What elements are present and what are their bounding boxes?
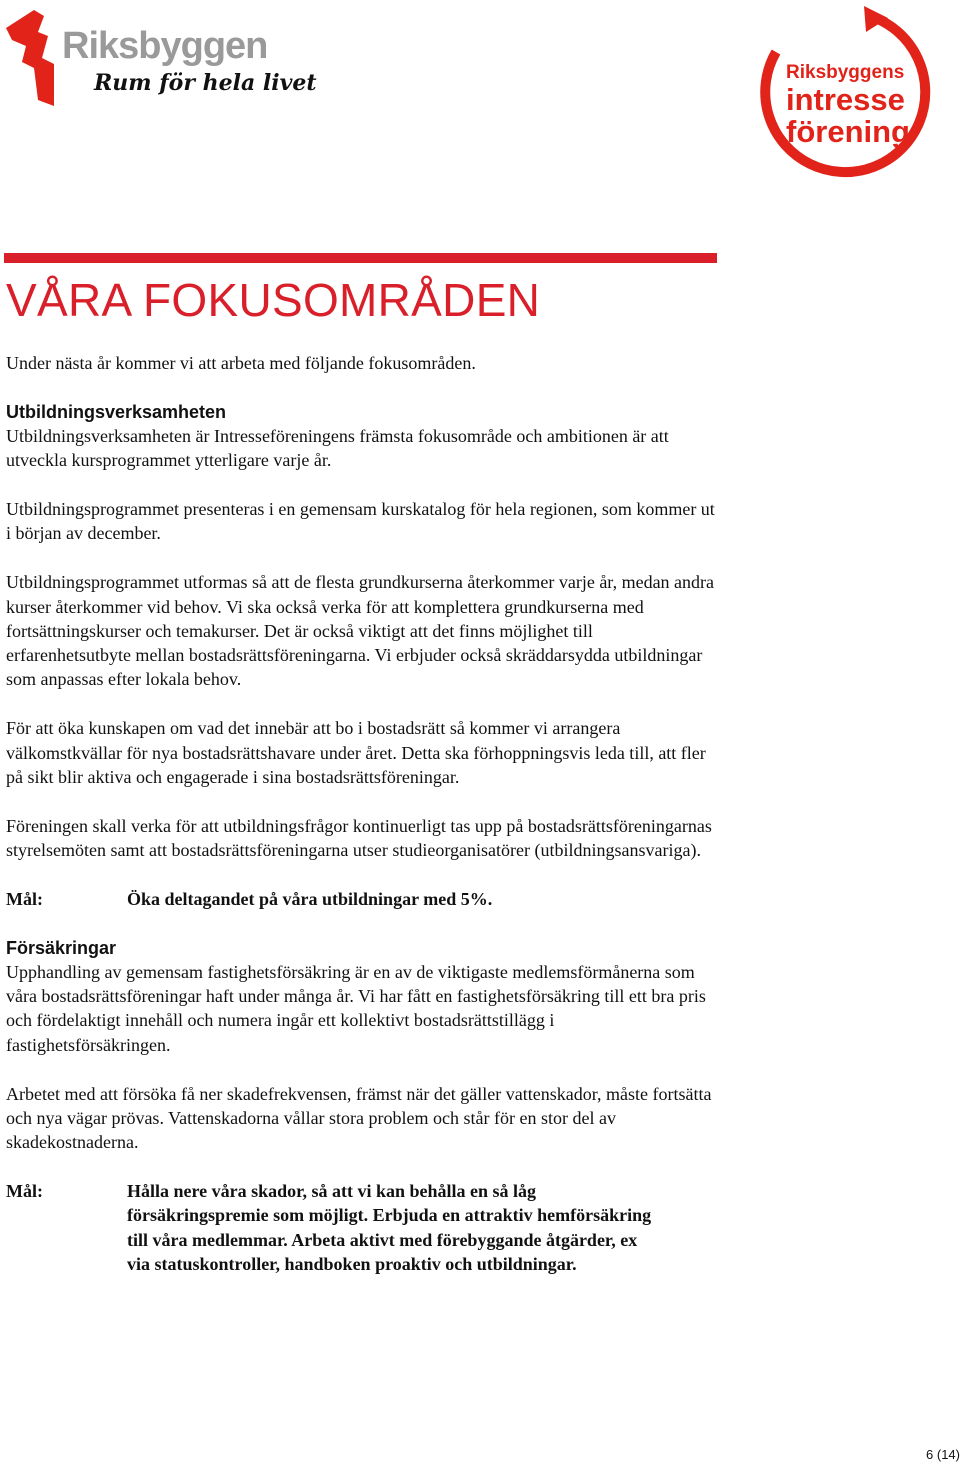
page-number: 6 (14) xyxy=(926,1447,960,1462)
paragraph: Utbildningsprogrammet presenteras i en gemensam kurskatalog för hela regionen, som kommer ut i början av december. xyxy=(6,499,715,544)
section-heading-utbildning: Utbildningsverksamheten xyxy=(6,401,227,422)
riksbyggen-tagline: Rum för hela livet xyxy=(94,70,317,96)
riksbyggen-logo xyxy=(4,6,317,110)
header-divider xyxy=(4,253,717,263)
page-title: VÅRA FOKUSOMRÅDEN xyxy=(6,274,541,326)
riksbyggen-wordmark: Riksbyggen xyxy=(62,25,268,67)
riksbyggen-flag-icon xyxy=(6,10,54,106)
svg-text:Riksbyggens: Riksbyggens xyxy=(786,62,905,83)
intresseforening-logo xyxy=(752,4,938,194)
goal-utbildning xyxy=(6,887,721,911)
section-heading-forsakringar: Försäkringar xyxy=(6,937,117,958)
main-content xyxy=(6,351,721,1301)
goal-text: Öka deltagandet på våra utbildningar med 5%. xyxy=(127,888,493,909)
goal-text: Hålla nere våra skador, så att vi kan behålla en så låg försäkringspremie som möjligt. Erbjuda en attraktiv hemförsäkring till våra medlemmar. Arbeta aktivt med förebyggande åtgärder, ex via statuskontroller, handboken proaktiv och utbildningar. xyxy=(127,1180,652,1274)
svg-text:förening: förening xyxy=(786,114,910,149)
paragraph: Upphandling av gemensam fastighetsförsäkring är en av de viktigaste medlemsförmånerna som våra bostadsrättsföreningar haft under många år. Vi har fått en fastighetsförsäkring till ett bra pris och fördelaktigt innehåll och numera ingår ett kollektivt bostadsrättstillägg i fastighetsförsäkringen. xyxy=(6,961,706,1055)
paragraph: För att öka kunskapen om vad det innebär att bo i bostadsrätt så kommer vi arrangera välkomstkvällar för nya bostadsrättshavare under året. Detta ska förhoppningsvis leda till, att fler på sikt blir aktiva och engagerade i sina bostadsrättsföreningar. xyxy=(6,718,706,787)
goal-forsakringar xyxy=(6,1179,721,1276)
paragraph: Utbildningsverksamheten är Intresseföreningens främsta fokusområde och ambitionen är att utveckla kursprogrammet ytterligare varje år. xyxy=(6,426,669,471)
paragraph: Föreningen skall verka för att utbildningsfrågor kontinuerligt tas upp på bostadsrättsföreningarnas styrelsemöten samt att bostadsrättsföreningarna utser studieorganisatörer (utbildningsansvariga). xyxy=(6,815,712,860)
paragraph: Utbildningsprogrammet utformas så att de flesta grundkurserna återkommer varje år, medan andra kurser återkommer vid behov. Vi ska också verka för att komplettera grundkurserna med fortsättningskurser och temakurser. Det är också viktigt att det finns möjlighet till erfarenhetsutbyte mellan bostadsrättsföreningarna. Vi erbjuder också skräddarsydda utbildningar som anpassas efter lokala behov. xyxy=(6,572,715,690)
goal-label: Mål: xyxy=(6,1180,43,1201)
goal-label: Mål: xyxy=(6,888,43,909)
svg-text:intresse: intresse xyxy=(786,82,905,117)
intro-text: Under nästa år kommer vi att arbeta med följande fokusområden. xyxy=(6,353,476,373)
paragraph: Arbetet med att försöka få ner skadefrekvensen, främst när det gäller vattenskador, måste fortsätta och nya vägar prövas. Vattenskadorna vållar stora problem och står för en stor del av skadekostnaderna. xyxy=(6,1083,712,1153)
